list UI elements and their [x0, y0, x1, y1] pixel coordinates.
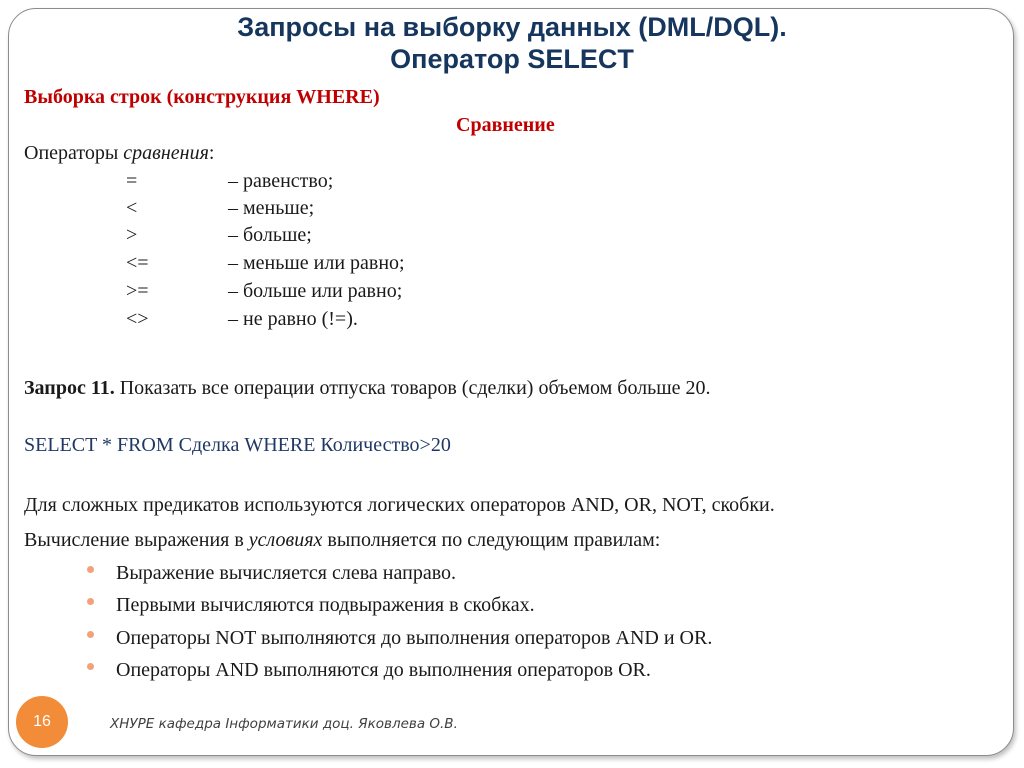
- rule-item: Выражение вычисляется слева направо.: [116, 562, 456, 584]
- bullet-icon: [87, 566, 94, 573]
- paragraph-rules-italic: условиях: [248, 529, 323, 551]
- operators-intro-lead: Операторы: [24, 142, 124, 164]
- bullet-icon: [87, 663, 94, 670]
- operator-symbol: >: [126, 224, 138, 246]
- operator-symbol: =: [126, 170, 138, 192]
- page-number-badge: [16, 696, 68, 748]
- operators-intro: [24, 142, 214, 165]
- slide-title-line2: Оператор SELECT: [390, 44, 634, 74]
- paragraph-predicates: Для сложных предикатов используются логических операторов AND, OR, NOT, скобки.: [24, 494, 775, 516]
- operator-symbol: <: [126, 197, 138, 219]
- paragraph-rules-lead: Вычисление выражения в: [24, 529, 249, 551]
- page-number: 16: [33, 713, 51, 730]
- footer-text: ХНУРЕ кафедра Інформатики доц. Яковлева О.В.: [110, 716, 458, 732]
- operator-description: – равенство;: [228, 170, 334, 192]
- rule-item: Операторы NOT выполняются до выполнения операторов AND и OR.: [116, 627, 713, 649]
- paragraph-rules-intro: [24, 529, 660, 552]
- query-label: Запрос 11.: [24, 377, 115, 399]
- sql-statement: SELECT * FROM Сделка WHERE Количество>20: [24, 434, 451, 456]
- section-heading: Выборка строк (конструкция WHERE): [24, 86, 380, 108]
- subheading: Сравнение: [456, 114, 555, 136]
- operators-intro-colon: :: [208, 142, 215, 164]
- operator-description: – меньше или равно;: [228, 252, 405, 274]
- slide-title-line1: Запросы на выборку данных (DML/DQL).: [237, 12, 787, 42]
- operators-intro-italic: сравнения: [123, 142, 209, 164]
- operator-description: – больше или равно;: [228, 280, 403, 302]
- operator-description: – больше;: [228, 224, 312, 246]
- bullet-icon: [87, 631, 94, 638]
- rule-item: Первыми вычисляются подвыражения в скобках.: [116, 594, 535, 616]
- query-text: Показать все операции отпуска товаров (сделки) объемом больше 20.: [114, 377, 711, 399]
- operator-description: – не равно (!=).: [228, 308, 358, 330]
- rule-item: Операторы AND выполняются до выполнения операторов OR.: [116, 659, 651, 681]
- operator-symbol: >=: [126, 280, 149, 302]
- bullet-icon: [87, 598, 94, 605]
- operator-description: – меньше;: [228, 197, 315, 219]
- operator-symbol: <>: [126, 308, 149, 330]
- query-line: [24, 377, 711, 400]
- operator-symbol: <=: [126, 252, 149, 274]
- paragraph-rules-tail: выполняется по следующим правилам:: [322, 529, 661, 551]
